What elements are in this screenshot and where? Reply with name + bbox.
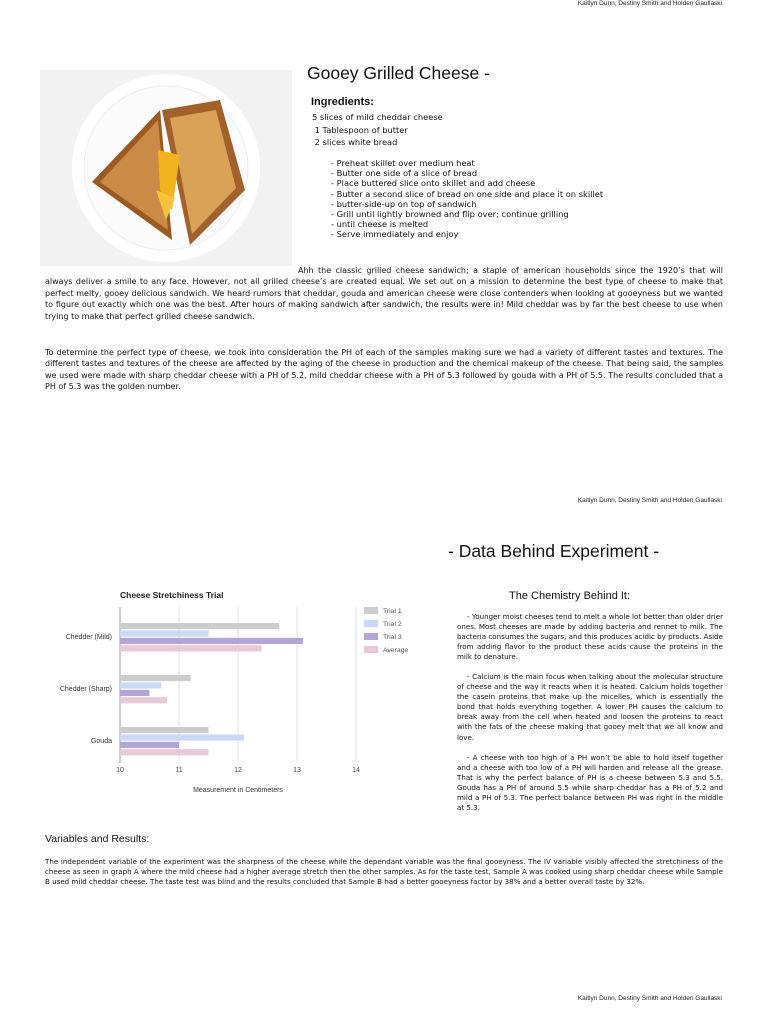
chemistry-heading: The Chemistry Behind It: xyxy=(509,590,631,602)
page-title: Gooey Grilled Cheese - xyxy=(307,63,490,83)
legend-label: Trial 1 xyxy=(383,608,402,615)
variables-paragraph: The independent variable of the experiment was the sharpness of the cheese while the dependant variable was the final gooeyness. The IV variable visibly affected the stretchiness of the cheese as seen in graph A where the mild cheese had a higher average stretch then the other samples. As for the taste test, Sample A was cooked using sharp cheddar cheese while Sample B used mild cheddar cheese. The taste test was blind and the results concluded that Sample B had a better gooeyness factor by 38% and a better overall taste by 32%. xyxy=(45,857,723,887)
step-item: - butter-side-up on top of sandwich xyxy=(331,198,477,209)
chemistry-paragraph: - A cheese with too high of a PH won’t be able to hold itself together and a cheese with too low of a PH will harden and release all the grease. That is why the perfect balance of PH is a cheese between 5.3 and 5.5. Gouda has a PH of around 5.5 while sharp cheddar has a PH of 5.2 and mild a PH of 5.3. The perfect balance between PH was right in the middle at 5.3. xyxy=(457,753,723,813)
category-label: Chedder (Mild) xyxy=(65,633,112,641)
chart-bar xyxy=(120,682,161,688)
chart-bar xyxy=(120,623,279,629)
chart-bar xyxy=(120,727,209,733)
x-tick-label: 13 xyxy=(293,767,301,774)
legend-swatch xyxy=(364,620,378,627)
x-tick-label: 14 xyxy=(352,767,360,774)
x-tick-label: 12 xyxy=(234,767,242,774)
chart-bar xyxy=(120,638,303,644)
chart-bar xyxy=(120,630,209,636)
grilled-cheese-image xyxy=(40,70,292,266)
legend-label: Average xyxy=(383,647,409,654)
variables-heading: Variables and Results: xyxy=(45,833,150,845)
step-item: - until cheese is melted xyxy=(331,219,429,230)
ph-paragraph: To determine the perfect type of cheese, we took into consideration the PH of each of the samples making sure we had a variety of different tastes and textures. The different tastes and textures of the cheese are affected by the aging of the cheese in production and the chemical makeup of the cheese. That being said, the samples we used were made with sharp cheddar cheese with a PH of 5.2, mild cheddar cheese with a PH of 5.3 followed by gouda with a PH of 5.5. The results concluded that a PH of 5.3 was the golden number. xyxy=(45,348,723,392)
chart-x-axis-label: Measurement in Centimeters xyxy=(193,787,283,794)
step-item: - Grill until lightly browned and flip over; continue grilling xyxy=(331,209,569,220)
ingredient-item: 2 slices white bread xyxy=(312,137,398,147)
page-footer-authors: Kaitlyn Dunn, Destiny Smith and Holden Gaullaski xyxy=(577,995,722,1002)
ingredients-list xyxy=(312,111,443,149)
chart-bar xyxy=(120,690,150,696)
recipe-steps xyxy=(331,158,603,240)
chemistry-paragraph: - Younger moist cheeses tend to melt a whole lot better than older drier ones. Most cheeses are made by adding bacteria and rennet to milk. The bacteria consumes the sugars, and this produces acidic by products. Aside from adding flavor to the product these acids cause the proteins in the milk to denature. xyxy=(457,612,723,662)
chemistry-paragraph: - Calcium is the main focus when talking about the molecular structure of cheese and the way it reacts when it is heated. Calcium holds together the casein proteins that make up the micelles, which is essentially the bond that holds everything together. A lower PH causes the calcium to break away from the cell when heated and loosen the proteins to react with the fats of the cheese making that gooey melt that we all know and love. xyxy=(457,672,723,742)
ingredient-item: 1 Tablespoon of butter xyxy=(312,124,408,135)
step-item: - Serve immediately and enjoy xyxy=(331,229,459,240)
chart-bar xyxy=(120,734,244,740)
step-item: - Preheat skillet over medium heat xyxy=(331,158,475,168)
page-header-authors: Kaitlyn Dunn, Destiny Smith and Holden Gaullaski xyxy=(577,497,722,504)
chart-bar xyxy=(120,645,262,651)
step-item: - Butter a second slice of bread on one side and place it on skillet xyxy=(331,188,604,199)
category-label: Gouda xyxy=(90,737,112,745)
intro-paragraph: Ahh the classic grilled cheese sandwich; a staple of american households since the 1920’s that will always deliver a smile to any face. However, not all grilled cheese’s are created equal. We set out on a mission to determine the best type of cheese to make that perfect melty, gooey delicious sandwich. We heard rumors that cheddar, gouda and american cheese were close contenders when looking at gooeyness but we wanted to figure out exactly which one was the best. After hours of making sandwich after sandwich, the results were in! Mild cheddar was by far the best cheese to use when trying to make that perfect grilled cheese sandwich. xyxy=(45,266,723,321)
chart-bar xyxy=(120,697,167,703)
stretchiness-chart xyxy=(50,583,409,798)
ingredient-item: 5 slices of mild cheddar cheese xyxy=(312,112,443,122)
legend-label: Trial 2 xyxy=(383,621,402,628)
ingredients-heading: Ingredients: xyxy=(311,96,374,108)
x-tick-label: 11 xyxy=(175,767,183,774)
section-title: - Data Behind Experiment - xyxy=(448,541,660,561)
step-item: - Place buttered slice onto skillet and add cheese xyxy=(331,178,536,189)
step-item: - Butter one side of a slice of bread xyxy=(331,168,478,179)
chart-title: Cheese Stretchiness Trial xyxy=(120,590,224,600)
category-label: Chedder (Sharp) xyxy=(59,685,112,693)
chart-bar xyxy=(120,742,179,748)
legend-label: Trial 3 xyxy=(383,634,402,641)
legend-swatch xyxy=(364,633,378,640)
legend-swatch xyxy=(364,646,378,653)
legend-swatch xyxy=(364,607,378,614)
page-header-authors: Kaitlyn Dunn, Destiny Smith and Holden Gaullaski xyxy=(577,0,722,7)
chart-bar xyxy=(120,675,191,681)
x-tick-label: 10 xyxy=(116,767,124,774)
chart-bar xyxy=(120,749,209,755)
